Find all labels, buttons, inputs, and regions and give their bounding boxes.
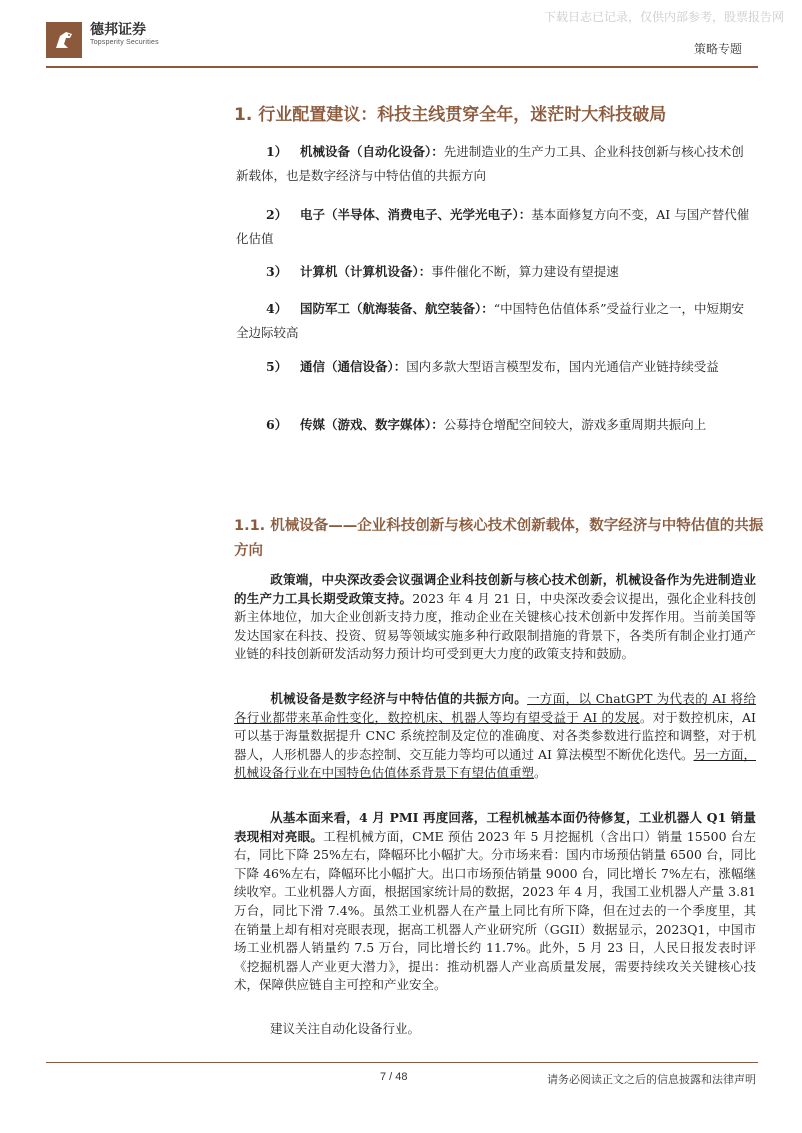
horse-logo-icon	[50, 26, 78, 54]
recommendation-item: 3） 计算机（计算机设备）：事件催化不断，算力建设有望提速	[266, 264, 619, 279]
header-divider	[46, 66, 758, 68]
logo-en: Topsperity Securities	[90, 39, 159, 46]
subsection-title: 1.1. 机械设备——企业科技创新与核心技术创新载体，数字经济与中特估值的共振方向	[234, 518, 764, 559]
logo-cn: 德邦证券	[90, 22, 146, 38]
section-title: 1. 行业配置建议：科技主线贯穿全年，迷茫时大科技破局	[234, 105, 667, 125]
recommendation-item: 1） 机械设备（自动化设备）：先进制造业的生产力工具、企业科技创新与核心技术创新载体，也是数字经济与中特估值的共振方向	[236, 144, 744, 183]
page-number: 7 / 48	[380, 1071, 408, 1083]
paragraph-policy: 政策端，中央深改委会议强调企业科技创新与核心技术创新，机械设备作为先进制造业的生产力工具长期受政策支持。2023 年 4 月 21 日，中央深改委会议提出，强化企业科技创新主体地位，加大企业创新支持力度，推动企业在关键核心技术创新中发挥作用。当前美国等发达国家在科技、投资、贸易等领域实施多种行政限制措施的背景下，各类所有制企业打通产业链的科技创新研发活动努力预计均可受到更大力度的政策支持和鼓励。	[234, 572, 756, 662]
recommendation-item: 2） 电子（半导体、消费电子、光学光电子）：基本面修复方向不变，AI 与国产替代催化估值	[236, 207, 750, 246]
logo-text	[90, 22, 180, 48]
section-tag: 策略专题	[693, 42, 742, 56]
paragraph-fundamentals: 从基本面来看，4 月 PMI 再度回落，工程机械基本面仍待修复，工业机器人 Q1 销量表现相对亮眼。工程机械方面，CME 预估 2023 年 5 月挖掘机（含出口）销量 15500 台左右，同比下降 25%左右，降幅环比小幅扩大。分市场来看：国内市场预估销量 6500 台，同比下降 46%左右，降幅环比小幅扩大。出口市场预估销量 9000 台，同比增长 7%左右，涨幅继续收窄。工业机器人方面，根据国家统计局的数据，2023 年 4 月，我国工业机器人产量 3.81 万台，同比下滑 7.4%。虽然工业机器人在产量上同比有所下降，但在过去的一个季度里，其在销量上却有相对亮眼表现，据高工机器人产业研究所（GGII）数据显示，2023Q1，中国市场工业机器人销量约 7.5 万台，同比增长约 11.7%。此外，5 月 23 日，人民日报发表时评《挖掘机器人产业更大潜力》，提出：推动机器人产业高质量发展，需要持续攻关关键核心技术，保障供应链自主可控和产业安全。	[234, 810, 756, 993]
watermark: 下载日志已记录，仅供内部参考，股票报告网	[543, 10, 784, 24]
recommendation-item: 5） 通信（通信设备）：国内多款大型语言模型发布，国内光通信产业链持续受益	[266, 359, 719, 374]
recommendation-item: 4） 国防军工（航海装备、航空装备）：“中国特色估值体系”受益行业之一，中短期安全边际较高	[236, 301, 745, 340]
paragraph-suggestion: 建议关注自动化设备行业。	[270, 1021, 421, 1036]
company-logo	[46, 22, 82, 58]
recommendation-item: 6） 传媒（游戏、数字媒体）：公募持仓增配空间较大，游戏多重周期共振向上	[266, 417, 707, 432]
legal-notice: 请务必阅读正文之后的信息披露和法律声明	[547, 1073, 756, 1086]
paragraph-resonance: 机械设备是数字经济与中特估值的共振方向。一方面，以 ChatGPT 为代表的 AI 将给各行业都带来革命性变化，数控机床、机器人等均有望受益于 AI 的发展。对于数控机床，AI 可以基于海量数据提升 CNC 系统控制及定位的准确度、对各类参数进行监控和调整，对于机器人，人形机器人的步态控制、交互能力等均可以通过 AI 算法模型不断优化迭代。另一方面，机械设备行业在中国特色估值体系背景下有望估值重塑。	[234, 691, 756, 781]
footer-divider	[46, 1062, 758, 1063]
